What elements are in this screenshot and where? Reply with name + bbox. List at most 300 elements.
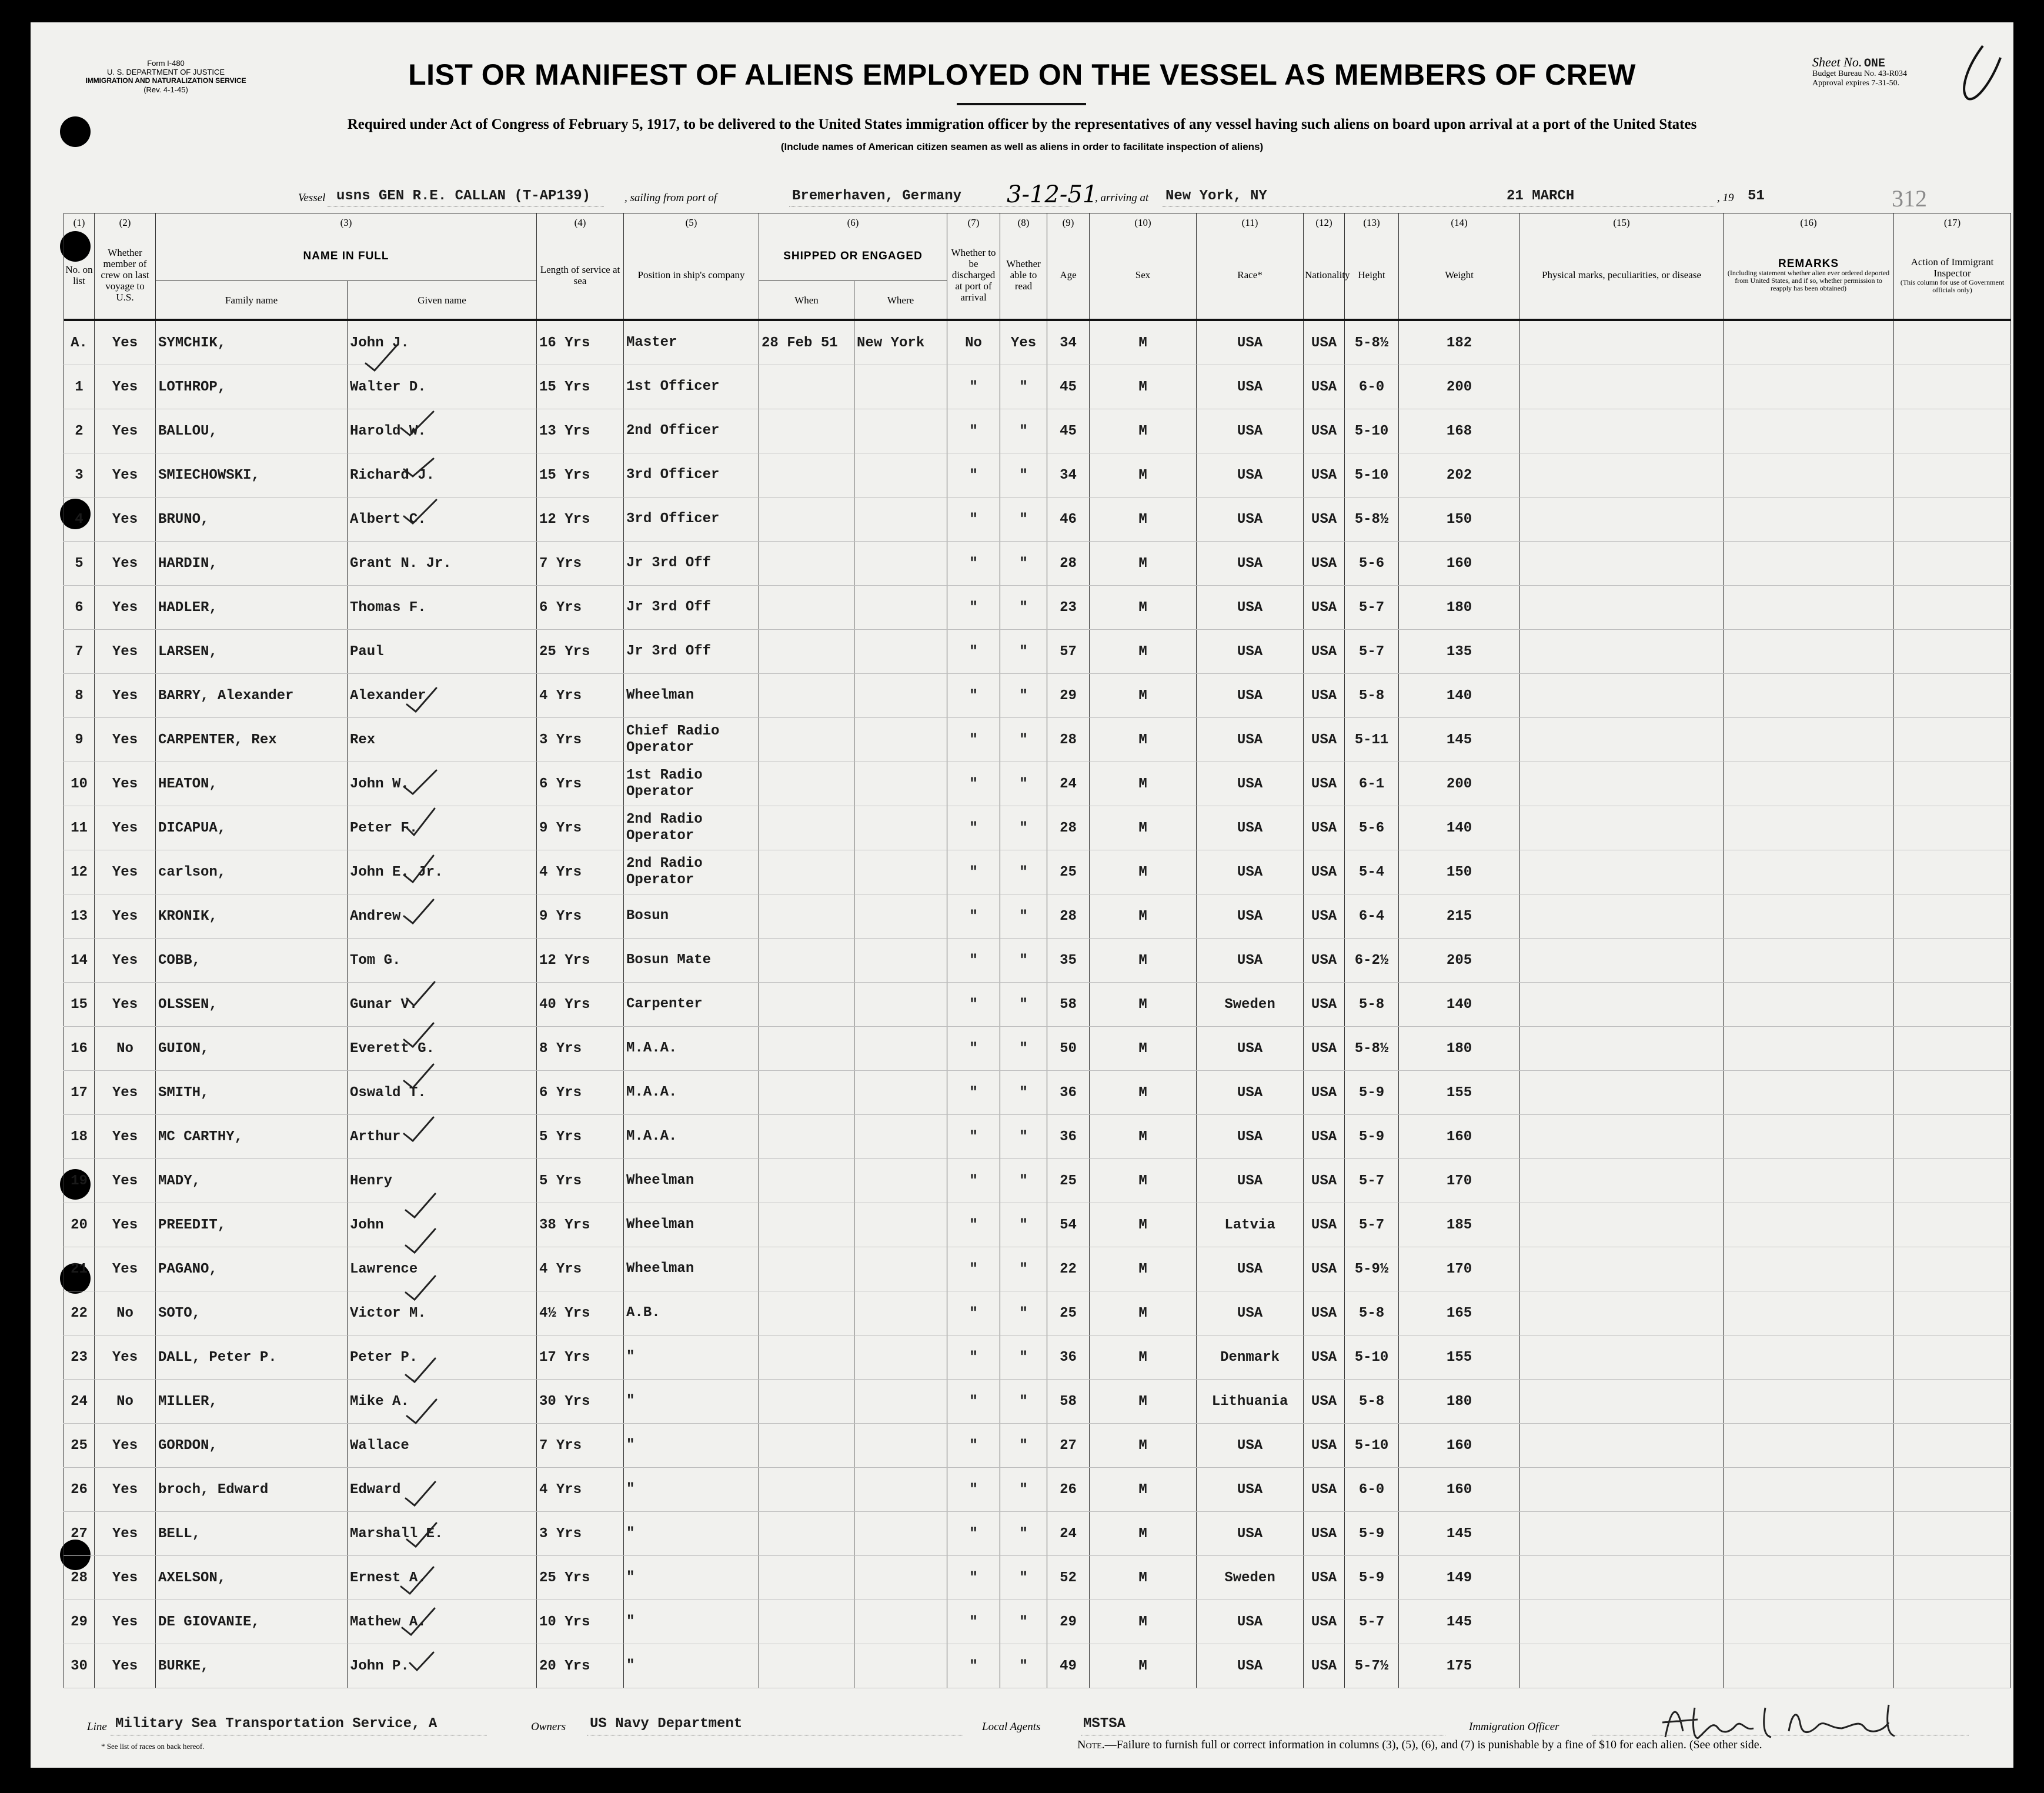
- height-cell: 5-8½: [1345, 320, 1399, 365]
- height-cell: 5-7½: [1345, 1644, 1399, 1688]
- stamp-number: 312: [1892, 185, 1927, 212]
- header-nationality: Nationality: [1304, 231, 1345, 320]
- weight-cell: 160: [1399, 1424, 1520, 1468]
- inspector-action-cell: [1894, 1247, 2011, 1291]
- given-name-cell: John: [348, 1203, 537, 1247]
- sex-cell: M: [1090, 1468, 1197, 1512]
- vessel-label: Vessel: [298, 192, 326, 204]
- member-last-voyage-cell: Yes: [95, 453, 156, 498]
- height-cell: 5-10: [1345, 1335, 1399, 1380]
- nationality-cell: USA: [1304, 1380, 1345, 1424]
- weight-cell: 140: [1399, 983, 1520, 1027]
- race-cell: USA: [1197, 1291, 1304, 1335]
- age-cell: 28: [1047, 542, 1090, 586]
- sex-cell: M: [1090, 1380, 1197, 1424]
- race-cell: Latvia: [1197, 1203, 1304, 1247]
- discharged-cell: ": [947, 542, 1000, 586]
- header-when: When: [759, 281, 854, 320]
- age-cell: 22: [1047, 1247, 1090, 1291]
- able-to-read-cell: ": [1000, 718, 1047, 762]
- inspector-action-cell: [1894, 718, 2011, 762]
- year-value: 51: [1748, 188, 1765, 204]
- able-to-read-cell: ": [1000, 1115, 1047, 1159]
- age-cell: 58: [1047, 983, 1090, 1027]
- inspector-action-cell: [1894, 365, 2011, 409]
- position-cell: Wheelman: [624, 1159, 759, 1203]
- length-of-service-cell: 10 Yrs: [537, 1600, 624, 1644]
- shipped-when-cell: [759, 894, 854, 939]
- line-value: Military Sea Transportation Service, A: [115, 1716, 437, 1732]
- col-5-num: (5): [624, 213, 759, 232]
- inspector-action-cell: [1894, 850, 2011, 894]
- physical-marks-cell: [1520, 806, 1724, 850]
- table-row: [64, 1291, 2011, 1335]
- position-cell: M.A.A.: [624, 1027, 759, 1071]
- table-row: [64, 1556, 2011, 1600]
- shipped-when-cell: [759, 1512, 854, 1556]
- nationality-cell: USA: [1304, 718, 1345, 762]
- remarks-cell: [1724, 320, 1894, 365]
- race-cell: USA: [1197, 1071, 1304, 1115]
- weight-cell: 200: [1399, 365, 1520, 409]
- shipped-when-cell: [759, 1468, 854, 1512]
- length-of-service-cell: 7 Yrs: [537, 1424, 624, 1468]
- height-cell: 5-8: [1345, 1380, 1399, 1424]
- nationality-cell: USA: [1304, 1027, 1345, 1071]
- family-name-cell: BALLOU,: [156, 409, 348, 453]
- able-to-read-cell: ": [1000, 806, 1047, 850]
- nationality-cell: USA: [1304, 1600, 1345, 1644]
- family-name-cell: HARDIN,: [156, 542, 348, 586]
- able-to-read-cell: ": [1000, 1600, 1047, 1644]
- race-cell: USA: [1197, 1027, 1304, 1071]
- length-of-service-cell: 6 Yrs: [537, 1071, 624, 1115]
- shipped-when-cell: [759, 674, 854, 718]
- length-of-service-cell: 7 Yrs: [537, 542, 624, 586]
- nationality-cell: USA: [1304, 850, 1345, 894]
- row-number-cell: 26: [64, 1468, 95, 1512]
- able-to-read-cell: ": [1000, 1071, 1047, 1115]
- table-row: [64, 586, 2011, 630]
- length-of-service-cell: 9 Yrs: [537, 894, 624, 939]
- remarks-cell: [1724, 542, 1894, 586]
- shipped-where-cell: [854, 762, 947, 806]
- able-to-read-cell: ": [1000, 1424, 1047, 1468]
- discharged-cell: ": [947, 1027, 1000, 1071]
- sex-cell: M: [1090, 939, 1197, 983]
- nationality-cell: USA: [1304, 409, 1345, 453]
- discharged-cell: ": [947, 1644, 1000, 1688]
- arrival-date: 21 MARCH: [1507, 188, 1575, 204]
- weight-cell: 149: [1399, 1556, 1520, 1600]
- position-cell: Wheelman: [624, 674, 759, 718]
- position-cell: Wheelman: [624, 1203, 759, 1247]
- nationality-cell: USA: [1304, 1556, 1345, 1600]
- physical-marks-cell: [1520, 453, 1724, 498]
- remarks-cell: [1724, 1644, 1894, 1688]
- position-cell: 1st Officer: [624, 365, 759, 409]
- member-last-voyage-cell: Yes: [95, 1247, 156, 1291]
- year-prefix: , 19: [1717, 192, 1734, 204]
- sex-cell: M: [1090, 894, 1197, 939]
- discharged-cell: ": [947, 762, 1000, 806]
- height-cell: 5-7: [1345, 1159, 1399, 1203]
- height-cell: 6-1: [1345, 762, 1399, 806]
- inspector-action-cell: [1894, 1203, 2011, 1247]
- table-row: [64, 1335, 2011, 1380]
- discharged-cell: ": [947, 1291, 1000, 1335]
- given-name-cell: Victor M.: [348, 1291, 537, 1335]
- height-cell: 5-8: [1345, 983, 1399, 1027]
- family-name-cell: DICAPUA,: [156, 806, 348, 850]
- weight-cell: 170: [1399, 1247, 1520, 1291]
- manifest-table: [64, 213, 2011, 1688]
- family-name-cell: KRONIK,: [156, 894, 348, 939]
- nationality-cell: USA: [1304, 674, 1345, 718]
- position-cell: ": [624, 1600, 759, 1644]
- physical-marks-cell: [1520, 1071, 1724, 1115]
- inspector-action-cell: [1894, 1424, 2011, 1468]
- shipped-when-cell: [759, 1291, 854, 1335]
- age-cell: 58: [1047, 1380, 1090, 1424]
- shipped-when-cell: [759, 983, 854, 1027]
- shipped-where-cell: [854, 1071, 947, 1115]
- family-name-cell: HADLER,: [156, 586, 348, 630]
- inspector-action-cell: [1894, 983, 2011, 1027]
- position-cell: ": [624, 1468, 759, 1512]
- inspector-action-cell: [1894, 806, 2011, 850]
- position-cell: ": [624, 1335, 759, 1380]
- height-cell: 5-7: [1345, 1600, 1399, 1644]
- col-16-num: (16): [1724, 213, 1894, 232]
- shipped-where-cell: [854, 1556, 947, 1600]
- remarks-cell: [1724, 894, 1894, 939]
- family-name-cell: BARRY, Alexander: [156, 674, 348, 718]
- length-of-service-cell: 4 Yrs: [537, 1468, 624, 1512]
- physical-marks-cell: [1520, 983, 1724, 1027]
- shipped-where-cell: [854, 894, 947, 939]
- table-row: [64, 320, 2011, 365]
- remarks-cell: [1724, 1556, 1894, 1600]
- physical-marks-cell: [1520, 1247, 1724, 1291]
- header-age: Age: [1047, 231, 1090, 320]
- length-of-service-cell: 5 Yrs: [537, 1115, 624, 1159]
- row-number-cell: 5: [64, 542, 95, 586]
- member-last-voyage-cell: Yes: [95, 894, 156, 939]
- weight-cell: 150: [1399, 498, 1520, 542]
- discharged-cell: ": [947, 1203, 1000, 1247]
- given-name-cell: Grant N. Jr.: [348, 542, 537, 586]
- given-name-cell: Henry: [348, 1159, 537, 1203]
- arriving-label: , arriving at: [1095, 192, 1149, 204]
- physical-marks-cell: [1520, 674, 1724, 718]
- handwritten-mark: [1942, 34, 2006, 111]
- physical-marks-cell: [1520, 1512, 1724, 1556]
- length-of-service-cell: 30 Yrs: [537, 1380, 624, 1424]
- position-cell: Bosun: [624, 894, 759, 939]
- race-cell: Sweden: [1197, 1556, 1304, 1600]
- page-title: LIST OR MANIFEST OF ALIENS EMPLOYED ON THE VESSEL AS MEMBERS OF CREW: [408, 58, 1636, 91]
- remarks-cell: [1724, 409, 1894, 453]
- inspector-action-cell: [1894, 939, 2011, 983]
- given-name-cell: Oswald T.: [348, 1071, 537, 1115]
- able-to-read-cell: ": [1000, 762, 1047, 806]
- given-name-cell: Rex: [348, 718, 537, 762]
- table-row: [64, 1380, 2011, 1424]
- remarks-cell: [1724, 718, 1894, 762]
- header-sex: Sex: [1090, 231, 1197, 320]
- length-of-service-cell: 3 Yrs: [537, 718, 624, 762]
- discharged-cell: ": [947, 586, 1000, 630]
- member-last-voyage-cell: Yes: [95, 542, 156, 586]
- member-last-voyage-cell: Yes: [95, 939, 156, 983]
- member-last-voyage-cell: No: [95, 1027, 156, 1071]
- col-15-num: (15): [1520, 213, 1724, 232]
- able-to-read-cell: Yes: [1000, 320, 1047, 365]
- member-last-voyage-cell: Yes: [95, 630, 156, 674]
- remarks-cell: [1724, 1600, 1894, 1644]
- discharged-cell: ": [947, 939, 1000, 983]
- race-cell: Denmark: [1197, 1335, 1304, 1380]
- shipped-where-cell: [854, 1027, 947, 1071]
- discharged-cell: ": [947, 409, 1000, 453]
- header-remarks: REMARKS (Including statement whether alien ever ordered deported from United States, and if so, whether permission to reapply has been obtained): [1724, 231, 1894, 320]
- family-name-cell: DALL, Peter P.: [156, 1335, 348, 1380]
- header-able-to-read: Whether able to read: [1000, 231, 1047, 320]
- shipped-when-cell: [759, 1247, 854, 1291]
- weight-cell: 135: [1399, 630, 1520, 674]
- sex-cell: M: [1090, 1424, 1197, 1468]
- officer-signature: [1654, 1696, 1936, 1743]
- row-number-cell: A.: [64, 320, 95, 365]
- height-cell: 5-8: [1345, 1291, 1399, 1335]
- physical-marks-cell: [1520, 1600, 1724, 1644]
- vessel-value: usns GEN R.E. CALLAN (T-AP139): [336, 188, 591, 204]
- table-row: [64, 1600, 2011, 1644]
- position-cell: 2nd Radio Operator: [624, 850, 759, 894]
- form-service: IMMIGRATION AND NATURALIZATION SERVICE: [85, 76, 246, 85]
- race-cell: USA: [1197, 939, 1304, 983]
- inspector-action-cell: [1894, 586, 2011, 630]
- race-cell: USA: [1197, 850, 1304, 894]
- weight-cell: 165: [1399, 1291, 1520, 1335]
- remarks-cell: [1724, 1159, 1894, 1203]
- age-cell: 34: [1047, 320, 1090, 365]
- nationality-cell: USA: [1304, 1644, 1345, 1688]
- shipped-when-cell: [759, 939, 854, 983]
- family-name-cell: MC CARTHY,: [156, 1115, 348, 1159]
- inspector-action-cell: [1894, 1335, 2011, 1380]
- col-3-num: (3): [156, 213, 537, 232]
- shipped-where-cell: [854, 806, 947, 850]
- table-row: [64, 1424, 2011, 1468]
- physical-marks-cell: [1520, 939, 1724, 983]
- physical-marks-cell: [1520, 409, 1724, 453]
- page-subnote: (Include names of American citizen seamen as well as aliens in order to facilitate inspection of aliens): [780, 141, 1264, 152]
- family-name-cell: broch, Edward: [156, 1468, 348, 1512]
- table-row: [64, 542, 2011, 586]
- vessel-line: [31, 180, 2013, 212]
- remarks-cell: [1724, 1027, 1894, 1071]
- length-of-service-cell: 6 Yrs: [537, 762, 624, 806]
- weight-cell: 180: [1399, 1027, 1520, 1071]
- owners-label: Owners: [531, 1721, 566, 1733]
- remarks-cell: [1724, 1203, 1894, 1247]
- nationality-cell: USA: [1304, 762, 1345, 806]
- shipped-when-cell: [759, 586, 854, 630]
- given-name-cell: Andrew: [348, 894, 537, 939]
- length-of-service-cell: 4 Yrs: [537, 1247, 624, 1291]
- member-last-voyage-cell: Yes: [95, 1159, 156, 1203]
- form-department: U. S. DEPARTMENT OF JUSTICE: [106, 68, 225, 76]
- header-name-in-full: NAME IN FULL: [156, 231, 537, 281]
- shipped-when-cell: [759, 1115, 854, 1159]
- nationality-cell: USA: [1304, 1247, 1345, 1291]
- row-number-cell: 7: [64, 630, 95, 674]
- family-name-cell: LARSEN,: [156, 630, 348, 674]
- sheet-value: ONE: [1863, 57, 1885, 71]
- physical-marks-cell: [1520, 1424, 1724, 1468]
- table-row: [64, 1071, 2011, 1115]
- remarks-cell: [1724, 586, 1894, 630]
- inspector-action-cell: [1894, 542, 2011, 586]
- family-name-cell: BELL,: [156, 1512, 348, 1556]
- discharged-cell: ": [947, 365, 1000, 409]
- age-cell: 25: [1047, 1159, 1090, 1203]
- age-cell: 24: [1047, 1512, 1090, 1556]
- able-to-read-cell: ": [1000, 498, 1047, 542]
- length-of-service-cell: 15 Yrs: [537, 453, 624, 498]
- length-of-service-cell: 20 Yrs: [537, 1644, 624, 1688]
- table-row: [64, 630, 2011, 674]
- remarks-cell: [1724, 498, 1894, 542]
- races-note: * See list of races on back hereof.: [101, 1742, 205, 1751]
- race-cell: Lithuania: [1197, 1380, 1304, 1424]
- shipped-when-cell: [759, 1380, 854, 1424]
- discharged-cell: ": [947, 718, 1000, 762]
- age-cell: 28: [1047, 718, 1090, 762]
- nationality-cell: USA: [1304, 1335, 1345, 1380]
- sex-cell: M: [1090, 1291, 1197, 1335]
- shipped-where-cell: New York: [854, 320, 947, 365]
- row-number-cell: 18: [64, 1115, 95, 1159]
- shipped-where-cell: [854, 983, 947, 1027]
- table-row: [64, 1247, 2011, 1291]
- sailing-label: , sailing from port of: [624, 192, 717, 204]
- manifest-sheet: [31, 22, 2013, 1768]
- sex-cell: M: [1090, 1644, 1197, 1688]
- able-to-read-cell: ": [1000, 630, 1047, 674]
- able-to-read-cell: ": [1000, 894, 1047, 939]
- inspector-action-cell: [1894, 498, 2011, 542]
- sex-cell: M: [1090, 542, 1197, 586]
- row-number-cell: 6: [64, 586, 95, 630]
- height-cell: 5-9: [1345, 1115, 1399, 1159]
- family-name-cell: GORDON,: [156, 1424, 348, 1468]
- row-number-cell: 22: [64, 1291, 95, 1335]
- col-10-num: (10): [1090, 213, 1197, 232]
- sex-cell: M: [1090, 806, 1197, 850]
- header-weight: Weight: [1399, 231, 1520, 320]
- nationality-cell: USA: [1304, 1115, 1345, 1159]
- table-row: [64, 365, 2011, 409]
- discharged-cell: ": [947, 850, 1000, 894]
- table-row: [64, 409, 2011, 453]
- member-last-voyage-cell: Yes: [95, 1556, 156, 1600]
- sex-cell: M: [1090, 1027, 1197, 1071]
- table-row: [64, 1468, 2011, 1512]
- able-to-read-cell: ": [1000, 1335, 1047, 1380]
- position-cell: 1st Radio Operator: [624, 762, 759, 806]
- sex-cell: M: [1090, 1512, 1197, 1556]
- height-cell: 5-7: [1345, 586, 1399, 630]
- inspector-action-cell: [1894, 762, 2011, 806]
- position-cell: 2nd Radio Operator: [624, 806, 759, 850]
- given-name-cell: Walter D.: [348, 365, 537, 409]
- member-last-voyage-cell: Yes: [95, 762, 156, 806]
- height-cell: 6-0: [1345, 365, 1399, 409]
- remarks-cell: [1724, 674, 1894, 718]
- row-number-cell: 30: [64, 1644, 95, 1688]
- race-cell: USA: [1197, 542, 1304, 586]
- shipped-where-cell: [854, 409, 947, 453]
- row-number-cell: 16: [64, 1027, 95, 1071]
- physical-marks-cell: [1520, 762, 1724, 806]
- table-row: [64, 762, 2011, 806]
- member-last-voyage-cell: Yes: [95, 1335, 156, 1380]
- length-of-service-cell: 4½ Yrs: [537, 1291, 624, 1335]
- table-row: [64, 1159, 2011, 1203]
- header-discharged: Whether to be discharged at port of arrival: [947, 231, 1000, 320]
- shipped-when-cell: [759, 1159, 854, 1203]
- able-to-read-cell: ": [1000, 850, 1047, 894]
- family-name-cell: carlson,: [156, 850, 348, 894]
- weight-cell: 140: [1399, 674, 1520, 718]
- table-row: [64, 718, 2011, 762]
- shipped-where-cell: [854, 939, 947, 983]
- weight-cell: 140: [1399, 806, 1520, 850]
- weight-cell: 215: [1399, 894, 1520, 939]
- weight-cell: 160: [1399, 1468, 1520, 1512]
- discharged-cell: ": [947, 1512, 1000, 1556]
- shipped-where-cell: [854, 365, 947, 409]
- race-cell: USA: [1197, 1247, 1304, 1291]
- shipped-when-cell: [759, 498, 854, 542]
- member-last-voyage-cell: Yes: [95, 674, 156, 718]
- able-to-read-cell: ": [1000, 409, 1047, 453]
- nationality-cell: USA: [1304, 1468, 1345, 1512]
- nationality-cell: USA: [1304, 806, 1345, 850]
- nationality-cell: USA: [1304, 542, 1345, 586]
- able-to-read-cell: ": [1000, 1556, 1047, 1600]
- physical-marks-cell: [1520, 1468, 1724, 1512]
- inspector-action-cell: [1894, 1027, 2011, 1071]
- header-position: Position in ship's company: [624, 231, 759, 320]
- shipped-where-cell: [854, 1468, 947, 1512]
- sex-cell: M: [1090, 498, 1197, 542]
- table-row: [64, 983, 2011, 1027]
- race-cell: USA: [1197, 320, 1304, 365]
- able-to-read-cell: ": [1000, 1291, 1047, 1335]
- position-cell: A.B.: [624, 1291, 759, 1335]
- height-cell: 5-10: [1345, 1424, 1399, 1468]
- age-cell: 27: [1047, 1424, 1090, 1468]
- race-cell: USA: [1197, 1512, 1304, 1556]
- shipped-when-cell: [759, 365, 854, 409]
- shipped-when-cell: [759, 630, 854, 674]
- given-name-cell: Everett G.: [348, 1027, 537, 1071]
- discharged-cell: ": [947, 1115, 1000, 1159]
